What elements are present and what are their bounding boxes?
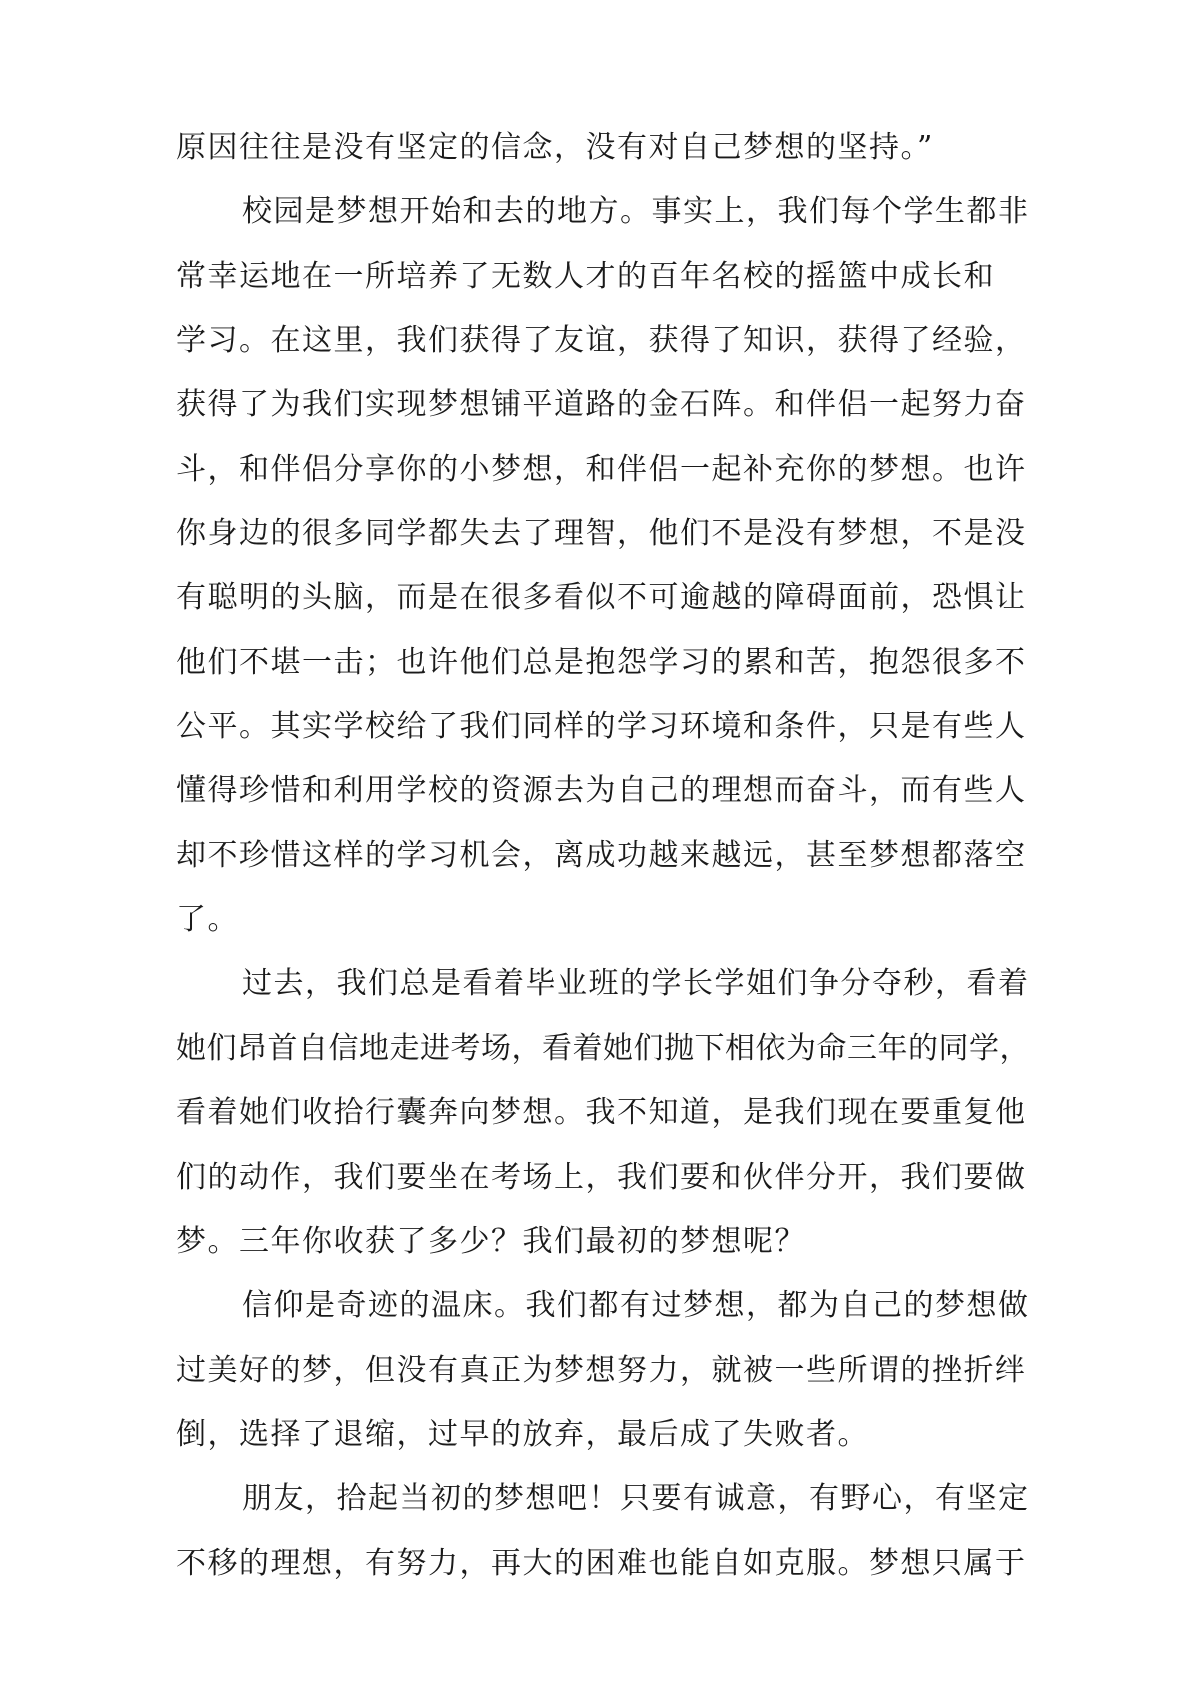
text-line: 公平。其实学校给了我们同样的学习环境和条件，只是有些人 bbox=[176, 709, 1027, 745]
text-line: 过去，我们总是看着毕业班的学长学姐们争分夺秒，看着 bbox=[242, 966, 1030, 1002]
text-line: 斗，和伴侣分享你的小梦想，和伴侣一起补充你的梦想。也许 bbox=[176, 451, 1027, 487]
text-line: 校园是梦想开始和去的地方。事实上，我们每个学生都非 bbox=[242, 194, 1030, 230]
text-line: 却不珍惜这样的学习机会，离成功越来越远，甚至梦想都落空 bbox=[176, 837, 1027, 873]
text-line: 有聪明的头脑，而是在很多看似不可逾越的障碍面前，恐惧让 bbox=[176, 580, 1027, 616]
text-line: 原因往往是没有坚定的信念，没有对自己梦想的坚持。” bbox=[176, 130, 934, 165]
text-line: 朋友，拾起当初的梦想吧！只要有诚意，有野心，有坚定 bbox=[242, 1481, 1030, 1517]
text-line: 过美好的梦，但没有真正为梦想努力，就被一些所谓的挫折绊 bbox=[176, 1352, 1027, 1388]
text-line: 她们昂首自信地走进考场，看着她们抛下相依为命三年的同学， bbox=[176, 1030, 1030, 1066]
text-line: 你身边的很多同学都失去了理智，他们不是没有梦想，不是没 bbox=[176, 516, 1027, 552]
text-line: 信仰是奇迹的温床。我们都有过梦想，都为自己的梦想做 bbox=[242, 1288, 1030, 1324]
text-line: 看着她们收拾行囊奔向梦想。我不知道，是我们现在要重复他 bbox=[176, 1095, 1027, 1131]
text-line: 梦。三年你收获了多少？我们最初的梦想呢？ bbox=[176, 1223, 806, 1259]
body-text bbox=[176, 116, 1036, 1596]
text-line: 常幸运地在一所培养了无数人才的百年名校的摇篮中成长和 bbox=[176, 258, 995, 294]
text-line: 学习。在这里，我们获得了友谊，获得了知识，获得了经验， bbox=[176, 323, 1027, 359]
text-line: 了。 bbox=[176, 902, 239, 938]
text-line: 他们不堪一击；也许他们总是抱怨学习的累和苦，抱怨很多不 bbox=[176, 644, 1027, 680]
text-line: 懂得珍惜和利用学校的资源去为自己的理想而奋斗，而有些人 bbox=[176, 773, 1027, 809]
text-line: 们的动作，我们要坐在考场上，我们要和伙伴分开，我们要做 bbox=[176, 1159, 1027, 1195]
text-line: 不移的理想，有努力，再大的困难也能自如克服。梦想只属于 bbox=[176, 1545, 1027, 1581]
text-line: 获得了为我们实现梦想铺平道路的金石阵。和伴侣一起努力奋 bbox=[176, 387, 1027, 423]
text-line: 倒，选择了退缩，过早的放弃，最后成了失败者。 bbox=[176, 1416, 869, 1452]
